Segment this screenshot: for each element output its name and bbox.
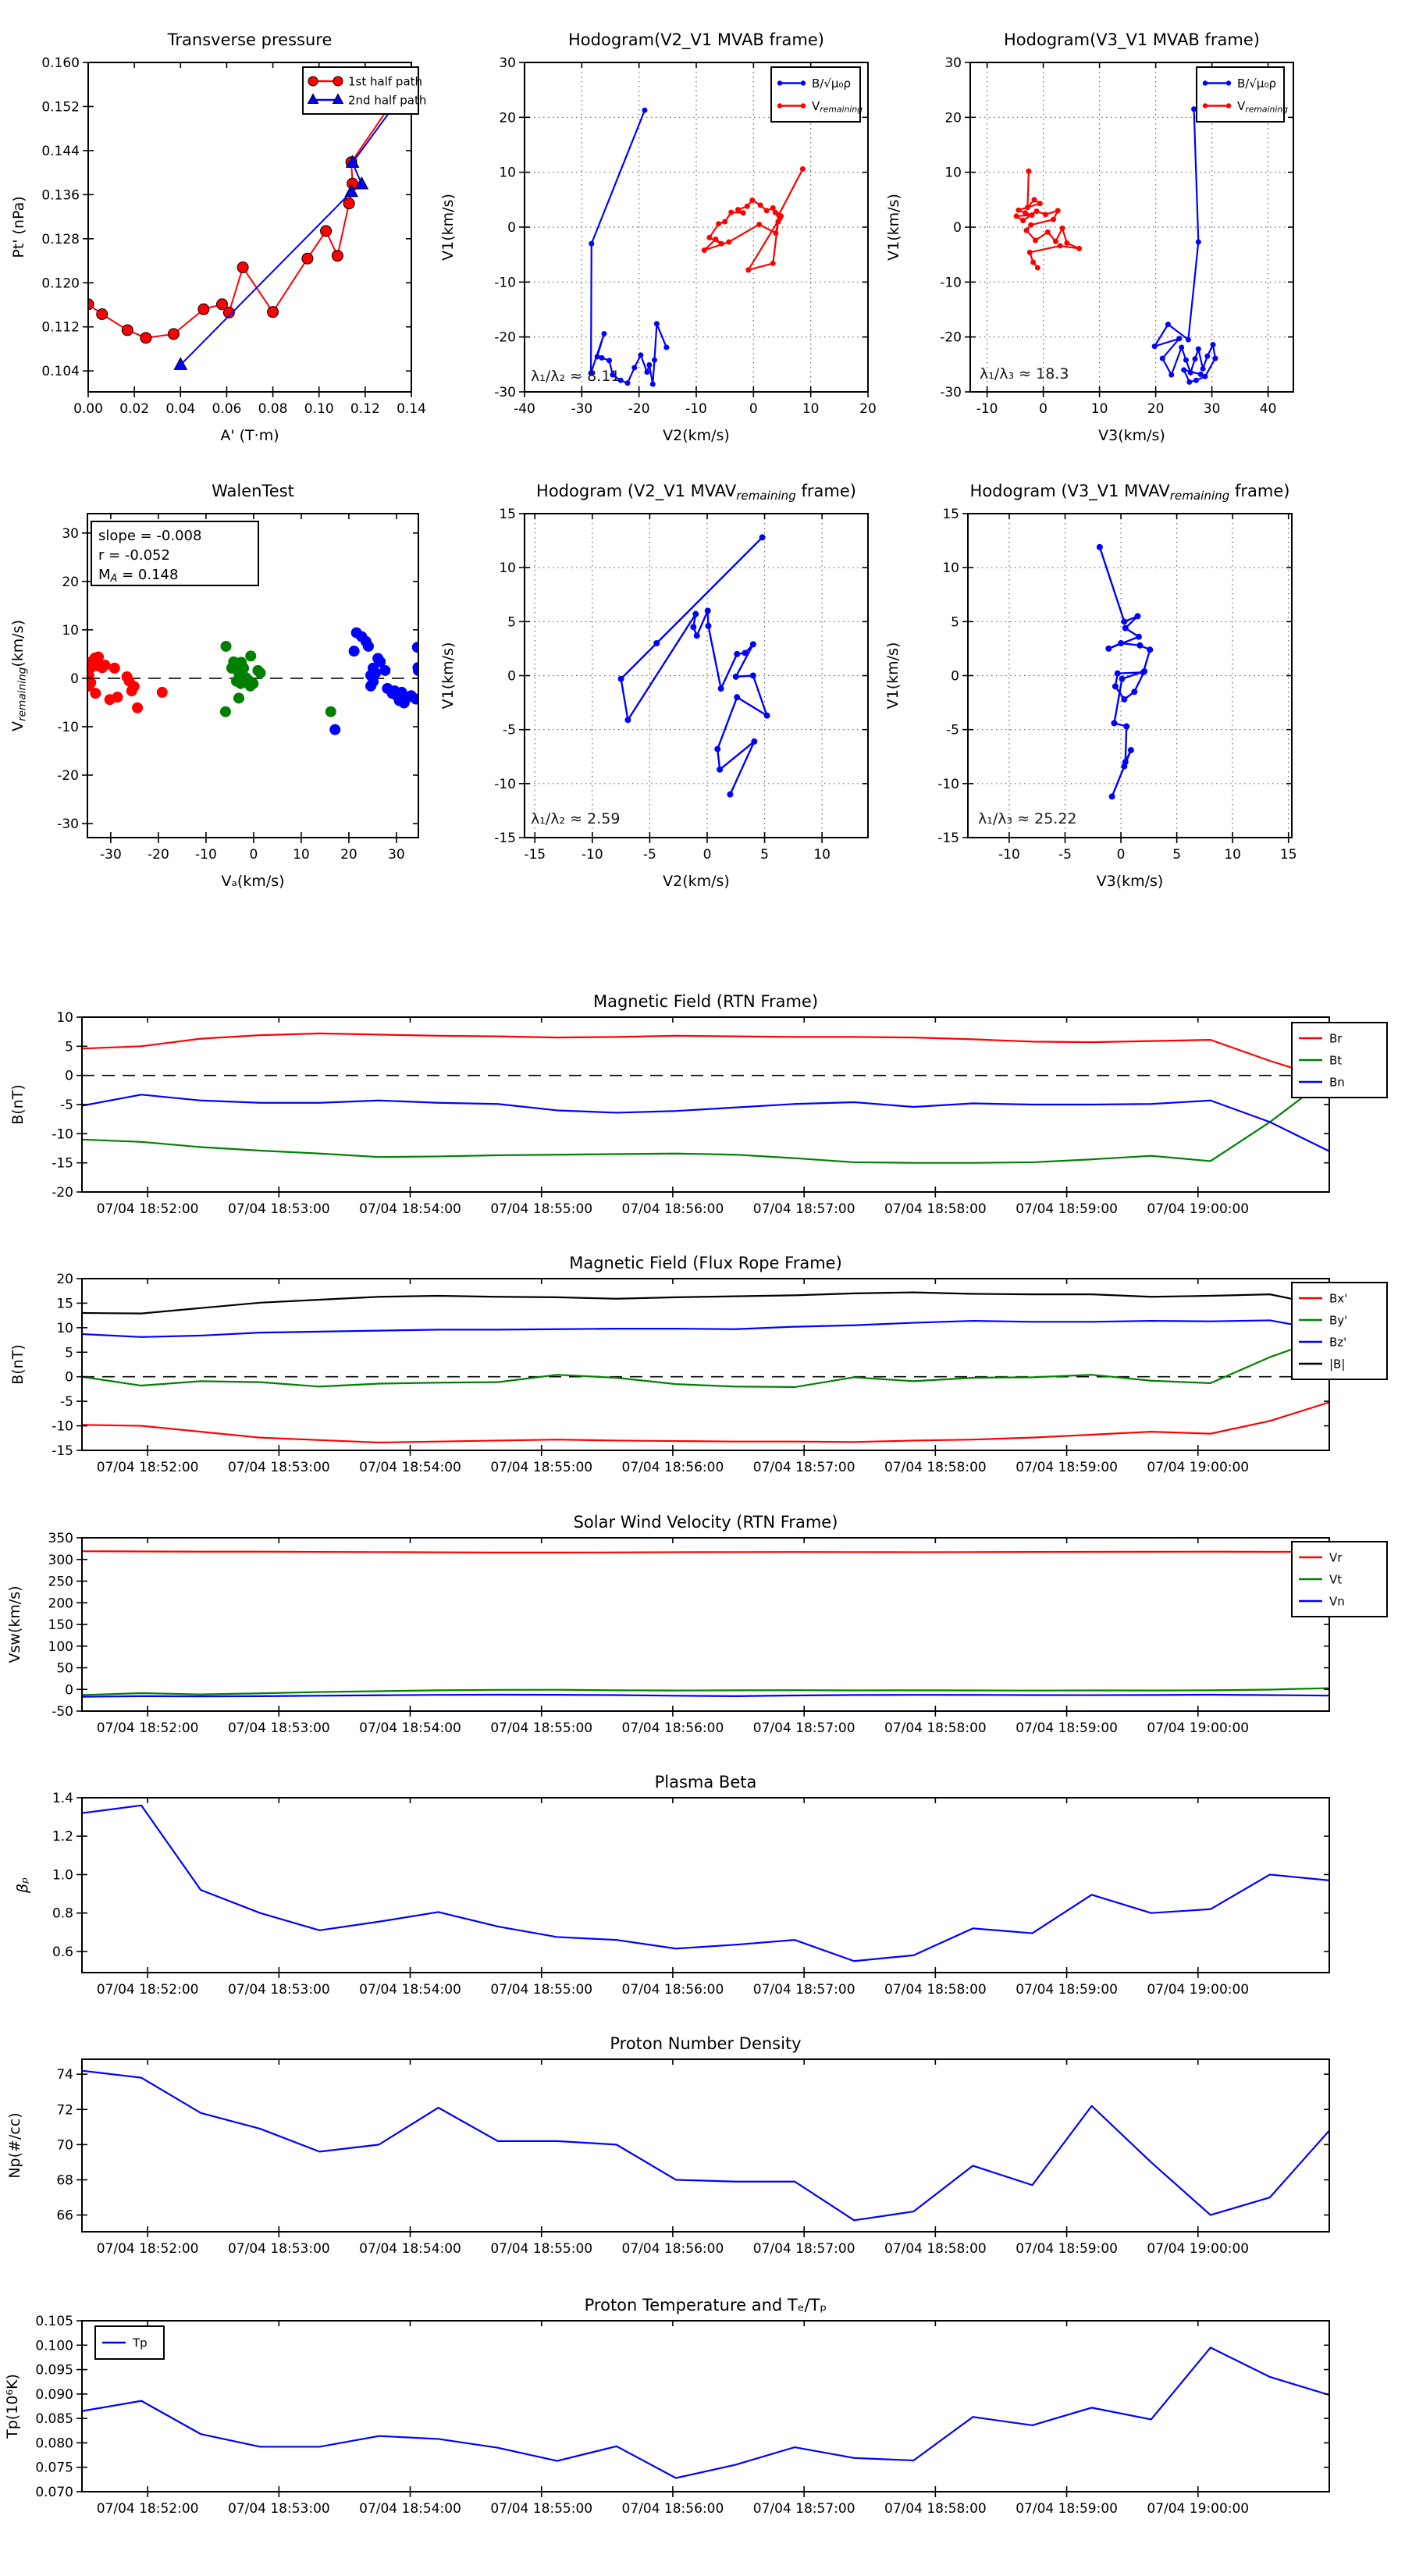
svg-text:-15: -15 [937,831,959,846]
svg-text:07/04 18:54:00: 07/04 18:54:00 [359,2501,461,2517]
svg-text:07/04 18:56:00: 07/04 18:56:00 [621,1460,724,1475]
svg-text:0.02: 0.02 [119,401,150,417]
svg-text:-5: -5 [642,847,656,863]
svg-text:V3(km/s): V3(km/s) [1096,873,1164,890]
svg-text:0: 0 [65,1682,73,1699]
svg-text:5: 5 [760,847,769,863]
svg-text:07/04 18:52:00: 07/04 18:52:00 [96,1720,199,1736]
svg-text:Hodogram(V2_V1 MVAB frame): Hodogram(V2_V1 MVAB frame) [568,30,824,49]
svg-text:100: 100 [48,1638,73,1655]
plot-proton-temperature [0,2279,1405,2576]
plot-transverse-pressure [0,16,503,484]
svg-text:07/04 18:53:00: 07/04 18:53:00 [227,1982,330,1998]
svg-text:10: 10 [499,560,516,577]
hodogram-v3v1-mvab-chart [878,16,1405,484]
svg-text:B/√μ₀ρ: B/√μ₀ρ [812,76,851,91]
svg-text:Bz': Bz' [1329,1335,1347,1350]
svg-text:07/04 18:58:00: 07/04 18:58:00 [884,2501,987,2517]
proton-temperature-chart [0,2279,1405,2576]
svg-text:Proton Number Density: Proton Number Density [610,2034,802,2053]
svg-text:0: 0 [65,1369,73,1386]
svg-text:07/04 18:53:00: 07/04 18:53:00 [227,2501,330,2517]
svg-text:07/04 18:52:00: 07/04 18:52:00 [96,2241,199,2257]
svg-text:20: 20 [62,574,79,590]
svg-text:15: 15 [942,507,959,522]
svg-text:-20: -20 [57,767,79,784]
svg-text:0: 0 [951,668,959,685]
svg-text:40: 40 [1259,401,1277,417]
svg-text:Np(#/cc): Np(#/cc) [6,2112,23,2179]
svg-text:07/04 19:00:00: 07/04 19:00:00 [1147,1460,1250,1475]
svg-text:0: 0 [1116,847,1126,863]
svg-text:βₚ: βₚ [14,1877,31,1894]
plot-hodogram-v3v1-mvab [878,16,1405,484]
svg-text:0: 0 [507,668,516,685]
svg-text:-10: -10 [52,1126,73,1143]
svg-text:By': By' [1329,1313,1348,1328]
plot-walen-test [0,468,503,952]
svg-text:-10: -10 [494,275,516,291]
svg-text:Transverse pressure: Transverse pressure [167,30,333,49]
svg-text:5: 5 [951,614,959,631]
svg-text:0: 0 [249,847,258,863]
svg-text:20: 20 [1147,401,1165,417]
svg-text:0.070: 0.070 [35,2485,73,2500]
svg-text:07/04 19:00:00: 07/04 19:00:00 [1147,1982,1250,1998]
svg-text:-5: -5 [60,1394,73,1411]
svg-text:Bx': Bx' [1329,1291,1348,1306]
svg-text:07/04 18:55:00: 07/04 18:55:00 [490,1460,593,1475]
svg-text:68: 68 [56,2172,73,2189]
svg-text:Pt' (nPa): Pt' (nPa) [10,196,27,258]
svg-text:Br: Br [1329,1031,1343,1046]
svg-text:V2(km/s): V2(km/s) [663,427,730,444]
svg-text:07/04 18:53:00: 07/04 18:53:00 [227,1201,330,1217]
svg-text:10: 10 [944,165,962,181]
svg-text:Bt: Bt [1329,1053,1343,1068]
svg-text:1st half path: 1st half path [348,74,423,89]
plot-solar-wind-velocity [0,1496,1405,1756]
svg-text:V1(km/s): V1(km/s) [885,194,902,261]
svg-text:07/04 18:55:00: 07/04 18:55:00 [490,2501,593,2517]
svg-text:0: 0 [953,220,962,236]
svg-text:0.112: 0.112 [41,319,80,336]
svg-text:70: 70 [56,2137,73,2154]
svg-text:07/04 18:53:00: 07/04 18:53:00 [227,1460,330,1475]
plot-hodogram-v3v1-mvav [878,468,1405,952]
svg-text:1.4: 1.4 [52,1791,73,1806]
svg-text:-10: -10 [195,847,217,863]
svg-text:|B|: |B| [1329,1357,1346,1372]
svg-text:07/04 18:59:00: 07/04 18:59:00 [1016,1720,1118,1736]
svg-text:07/04 18:54:00: 07/04 18:54:00 [359,1982,461,1998]
svg-text:07/04 18:54:00: 07/04 18:54:00 [359,1201,461,1217]
svg-text:10: 10 [942,560,959,577]
svg-text:V1(km/s): V1(km/s) [884,642,902,710]
svg-text:-30: -30 [100,847,122,863]
svg-text:0.12: 0.12 [350,401,380,417]
svg-text:200: 200 [48,1596,73,1612]
svg-text:Hodogram (V2_V1 MVAVremaining: Hodogram (V2_V1 MVAVremaining frame) [536,482,856,503]
svg-text:10: 10 [62,622,79,639]
svg-text:07/04 18:59:00: 07/04 18:59:00 [1016,2501,1118,2517]
svg-text:07/04 18:54:00: 07/04 18:54:00 [359,2241,461,2257]
svg-text:-30: -30 [940,385,962,400]
svg-text:Vₐ(km/s): Vₐ(km/s) [221,873,285,890]
svg-text:0.10: 0.10 [304,401,334,417]
svg-text:07/04 18:58:00: 07/04 18:58:00 [884,1201,987,1217]
svg-text:0.105: 0.105 [35,2314,73,2329]
svg-text:-10: -10 [940,275,962,291]
svg-text:-10: -10 [581,847,603,863]
plot-proton-number-density [0,2018,1405,2279]
svg-text:WalenTest: WalenTest [212,482,294,500]
svg-text:-20: -20 [148,847,169,863]
svg-text:20: 20 [499,110,516,126]
svg-text:V1(km/s): V1(km/s) [439,194,457,261]
svg-text:300: 300 [48,1552,73,1568]
svg-text:07/04 18:59:00: 07/04 18:59:00 [1016,1982,1118,1998]
svg-text:74: 74 [56,2067,73,2083]
svg-text:λ₁/λ₃ ≈ 25.22: λ₁/λ₃ ≈ 25.22 [978,810,1077,827]
svg-text:r = -0.052: r = -0.052 [98,547,170,564]
svg-text:07/04 18:57:00: 07/04 18:57:00 [752,2241,855,2257]
svg-text:0.144: 0.144 [41,143,80,159]
svg-text:B/√μ₀ρ: B/√μ₀ρ [1237,76,1276,91]
svg-text:0.095: 0.095 [35,2362,73,2379]
svg-text:07/04 18:54:00: 07/04 18:54:00 [359,1460,461,1475]
svg-text:Solar Wind Velocity (RTN Frame: Solar Wind Velocity (RTN Frame) [573,1513,838,1532]
svg-text:30: 30 [388,847,405,863]
svg-text:66: 66 [56,2208,73,2224]
svg-text:Hodogram (V3_V1 MVAVremaining: Hodogram (V3_V1 MVAVremaining frame) [969,482,1290,503]
svg-text:20: 20 [944,110,962,126]
svg-text:10: 10 [1090,401,1108,417]
svg-text:Vr: Vr [1329,1550,1343,1565]
svg-text:07/04 18:57:00: 07/04 18:57:00 [752,1201,855,1217]
transverse-pressure-chart [0,16,503,484]
magnetic-field-rtn-chart [0,976,1405,1235]
svg-text:Vn: Vn [1329,1594,1345,1609]
svg-text:λ₁/λ₂ ≈ 8.11: λ₁/λ₂ ≈ 8.11 [531,368,621,385]
svg-text:15: 15 [1279,847,1297,863]
svg-text:-5: -5 [503,722,516,738]
svg-text:0.6: 0.6 [52,1944,73,1960]
hodogram-v2v1-mvab-chart [433,16,921,484]
svg-text:Hodogram(V3_V1 MVAB frame): Hodogram(V3_V1 MVAB frame) [1004,30,1260,49]
svg-text:0: 0 [65,1068,73,1084]
svg-text:07/04 18:59:00: 07/04 18:59:00 [1016,1201,1118,1217]
svg-text:-20: -20 [494,329,516,346]
svg-text:10: 10 [56,1010,73,1026]
svg-text:0.075: 0.075 [35,2460,73,2476]
svg-text:07/04 18:58:00: 07/04 18:58:00 [884,1460,987,1475]
svg-text:-20: -20 [628,401,650,417]
svg-text:-50: -50 [52,1704,73,1720]
svg-text:-5: -5 [946,722,959,738]
svg-text:07/04 18:55:00: 07/04 18:55:00 [490,2241,593,2257]
svg-text:150: 150 [48,1617,73,1633]
svg-text:slope = -0.008: slope = -0.008 [98,528,202,544]
svg-text:0.160: 0.160 [41,55,80,71]
svg-text:07/04 18:54:00: 07/04 18:54:00 [359,1720,461,1736]
svg-text:30: 30 [62,525,79,542]
svg-text:07/04 18:53:00: 07/04 18:53:00 [227,2241,330,2257]
svg-text:350: 350 [48,1531,73,1546]
svg-text:07/04 18:55:00: 07/04 18:55:00 [490,1720,593,1736]
svg-text:-20: -20 [52,1185,73,1201]
magnetic-field-flux-rope-chart [0,1236,1405,1497]
svg-text:MA = 0.148: MA = 0.148 [98,567,179,585]
svg-text:λ₁/λ₂ ≈ 2.59: λ₁/λ₂ ≈ 2.59 [531,810,621,827]
svg-text:07/04 18:56:00: 07/04 18:56:00 [621,1982,724,1998]
svg-text:07/04 18:56:00: 07/04 18:56:00 [621,1201,724,1217]
svg-text:07/04 18:58:00: 07/04 18:58:00 [884,2241,987,2257]
svg-text:07/04 18:57:00: 07/04 18:57:00 [752,1460,855,1475]
hodogram-v2v1-mvav-chart [433,468,921,952]
svg-text:30: 30 [944,55,962,71]
svg-text:0.136: 0.136 [41,187,80,204]
svg-text:07/04 18:55:00: 07/04 18:55:00 [490,1201,593,1217]
svg-text:-40: -40 [514,401,535,417]
svg-text:07/04 18:58:00: 07/04 18:58:00 [884,1720,987,1736]
svg-text:V3(km/s): V3(km/s) [1098,427,1165,444]
svg-text:Vremaining: Vremaining [1237,99,1289,115]
svg-text:V1(km/s): V1(km/s) [439,642,457,710]
svg-text:0.090: 0.090 [35,2386,73,2403]
svg-text:10: 10 [813,847,831,863]
walen-test-chart [0,468,503,952]
plot-hodogram-v2v1-mvab [433,16,921,484]
svg-text:07/04 18:58:00: 07/04 18:58:00 [884,1982,987,1998]
svg-text:10: 10 [802,401,820,417]
svg-text:-15: -15 [52,1155,73,1172]
svg-text:-10: -10 [57,719,79,735]
svg-text:-15: -15 [524,847,546,863]
svg-text:20: 20 [340,847,357,863]
svg-text:10: 10 [56,1320,73,1336]
svg-text:07/04 18:52:00: 07/04 18:52:00 [96,1460,199,1475]
svg-text:Tp(10⁶K): Tp(10⁶K) [4,2374,21,2439]
svg-text:07/04 18:59:00: 07/04 18:59:00 [1016,2241,1118,2257]
svg-text:5: 5 [65,1345,73,1361]
svg-text:30: 30 [499,55,516,71]
svg-text:0: 0 [749,401,758,417]
svg-text:0.00: 0.00 [73,401,103,417]
svg-text:0.120: 0.120 [41,276,80,292]
svg-text:B(nT): B(nT) [9,1344,27,1385]
svg-text:-5: -5 [1058,847,1072,863]
svg-text:Magnetic Field (Flux Rope Fram: Magnetic Field (Flux Rope Frame) [569,1254,842,1272]
svg-text:07/04 18:56:00: 07/04 18:56:00 [621,1720,724,1736]
svg-text:5: 5 [1172,847,1182,863]
svg-text:07/04 18:57:00: 07/04 18:57:00 [752,2501,855,2517]
svg-text:30: 30 [1203,401,1221,417]
svg-text:A' (T·m): A' (T·m) [220,427,279,444]
plot-hodogram-v2v1-mvav [433,468,921,952]
svg-text:10: 10 [293,847,310,863]
svg-text:V2(km/s): V2(km/s) [663,873,730,890]
svg-text:0: 0 [70,671,79,687]
svg-text:07/04 18:52:00: 07/04 18:52:00 [96,1982,199,1998]
svg-text:-10: -10 [685,401,707,417]
svg-text:20: 20 [56,1272,73,1287]
svg-text:-30: -30 [571,401,593,417]
svg-text:-30: -30 [494,385,516,400]
svg-text:Vt: Vt [1329,1572,1343,1587]
svg-text:15: 15 [499,507,516,522]
svg-text:07/04 18:53:00: 07/04 18:53:00 [227,1720,330,1736]
svg-text:50: 50 [56,1660,73,1677]
svg-text:-20: -20 [940,329,962,346]
svg-text:15: 15 [56,1296,73,1312]
svg-text:0.080: 0.080 [35,2435,73,2452]
svg-text:10: 10 [1224,847,1241,863]
svg-text:-30: -30 [57,817,79,833]
svg-text:Vremaining(km/s): Vremaining(km/s) [9,620,29,731]
svg-text:0.14: 0.14 [397,401,426,417]
svg-text:07/04 18:56:00: 07/04 18:56:00 [621,2501,724,2517]
solar-wind-velocity-chart [0,1496,1405,1756]
svg-text:-10: -10 [976,401,998,417]
svg-text:20: 20 [859,401,877,417]
svg-text:0.104: 0.104 [41,364,80,380]
plot-magnetic-field-flux-rope [0,1236,1405,1497]
svg-text:07/04 18:52:00: 07/04 18:52:00 [96,1201,199,1217]
plasma-beta-chart [0,1756,1405,2018]
svg-text:07/04 18:56:00: 07/04 18:56:00 [621,2241,724,2257]
plot-plasma-beta [0,1756,1405,2018]
svg-text:-5: -5 [60,1098,73,1113]
svg-text:250: 250 [48,1574,73,1590]
svg-text:72: 72 [56,2102,73,2119]
svg-text:Magnetic Field (RTN Frame): Magnetic Field (RTN Frame) [592,992,819,1011]
svg-text:Tp: Tp [133,2336,148,2350]
svg-text:λ₁/λ₃ ≈ 18.3: λ₁/λ₃ ≈ 18.3 [980,365,1069,382]
svg-text:0.04: 0.04 [165,401,196,417]
svg-text:Plasma Beta: Plasma Beta [654,1773,757,1791]
svg-text:07/04 18:59:00: 07/04 18:59:00 [1016,1460,1118,1475]
svg-text:Vsw(km/s): Vsw(km/s) [6,1585,23,1663]
svg-text:B(nT): B(nT) [9,1084,27,1125]
svg-text:0.085: 0.085 [35,2411,73,2428]
svg-text:0.128: 0.128 [41,231,80,247]
proton-number-density-chart [0,2018,1405,2279]
svg-text:0.8: 0.8 [52,1905,73,1922]
svg-text:Vremaining: Vremaining [812,99,863,115]
svg-text:5: 5 [507,614,516,631]
svg-text:2nd half path: 2nd half path [348,93,427,108]
svg-text:Bn: Bn [1329,1075,1345,1090]
svg-text:-15: -15 [52,1443,73,1459]
svg-text:-10: -10 [494,776,516,792]
hodogram-v3v1-mvav-chart [878,468,1405,952]
svg-text:0.100: 0.100 [35,2338,73,2354]
svg-text:-10: -10 [52,1418,73,1435]
svg-text:5: 5 [65,1039,73,1055]
svg-text:0.08: 0.08 [258,401,288,417]
svg-text:0: 0 [507,220,516,236]
svg-text:0.152: 0.152 [41,99,80,116]
svg-text:1.2: 1.2 [52,1829,73,1845]
svg-text:-10: -10 [937,776,959,792]
svg-text:0: 0 [1039,401,1048,417]
svg-text:07/04 18:55:00: 07/04 18:55:00 [490,1982,593,1998]
svg-text:0: 0 [702,847,712,863]
svg-text:10: 10 [499,165,516,181]
svg-text:1.0: 1.0 [52,1867,73,1884]
plot-magnetic-field-rtn [0,976,1405,1235]
svg-text:0.06: 0.06 [212,401,242,417]
svg-text:07/04 18:52:00: 07/04 18:52:00 [96,2501,199,2517]
svg-text:07/04 18:57:00: 07/04 18:57:00 [752,1982,855,1998]
svg-text:07/04 19:00:00: 07/04 19:00:00 [1147,2241,1250,2257]
svg-text:07/04 18:57:00: 07/04 18:57:00 [752,1720,855,1736]
svg-text:07/04 19:00:00: 07/04 19:00:00 [1147,1201,1250,1217]
svg-text:-15: -15 [494,831,516,846]
svg-text:Proton Temperature and Tₑ/Tₚ: Proton Temperature and Tₑ/Tₚ [584,2296,827,2314]
svg-text:07/04 19:00:00: 07/04 19:00:00 [1147,1720,1250,1736]
svg-text:-10: -10 [998,847,1020,863]
svg-text:07/04 19:00:00: 07/04 19:00:00 [1147,2501,1250,2517]
